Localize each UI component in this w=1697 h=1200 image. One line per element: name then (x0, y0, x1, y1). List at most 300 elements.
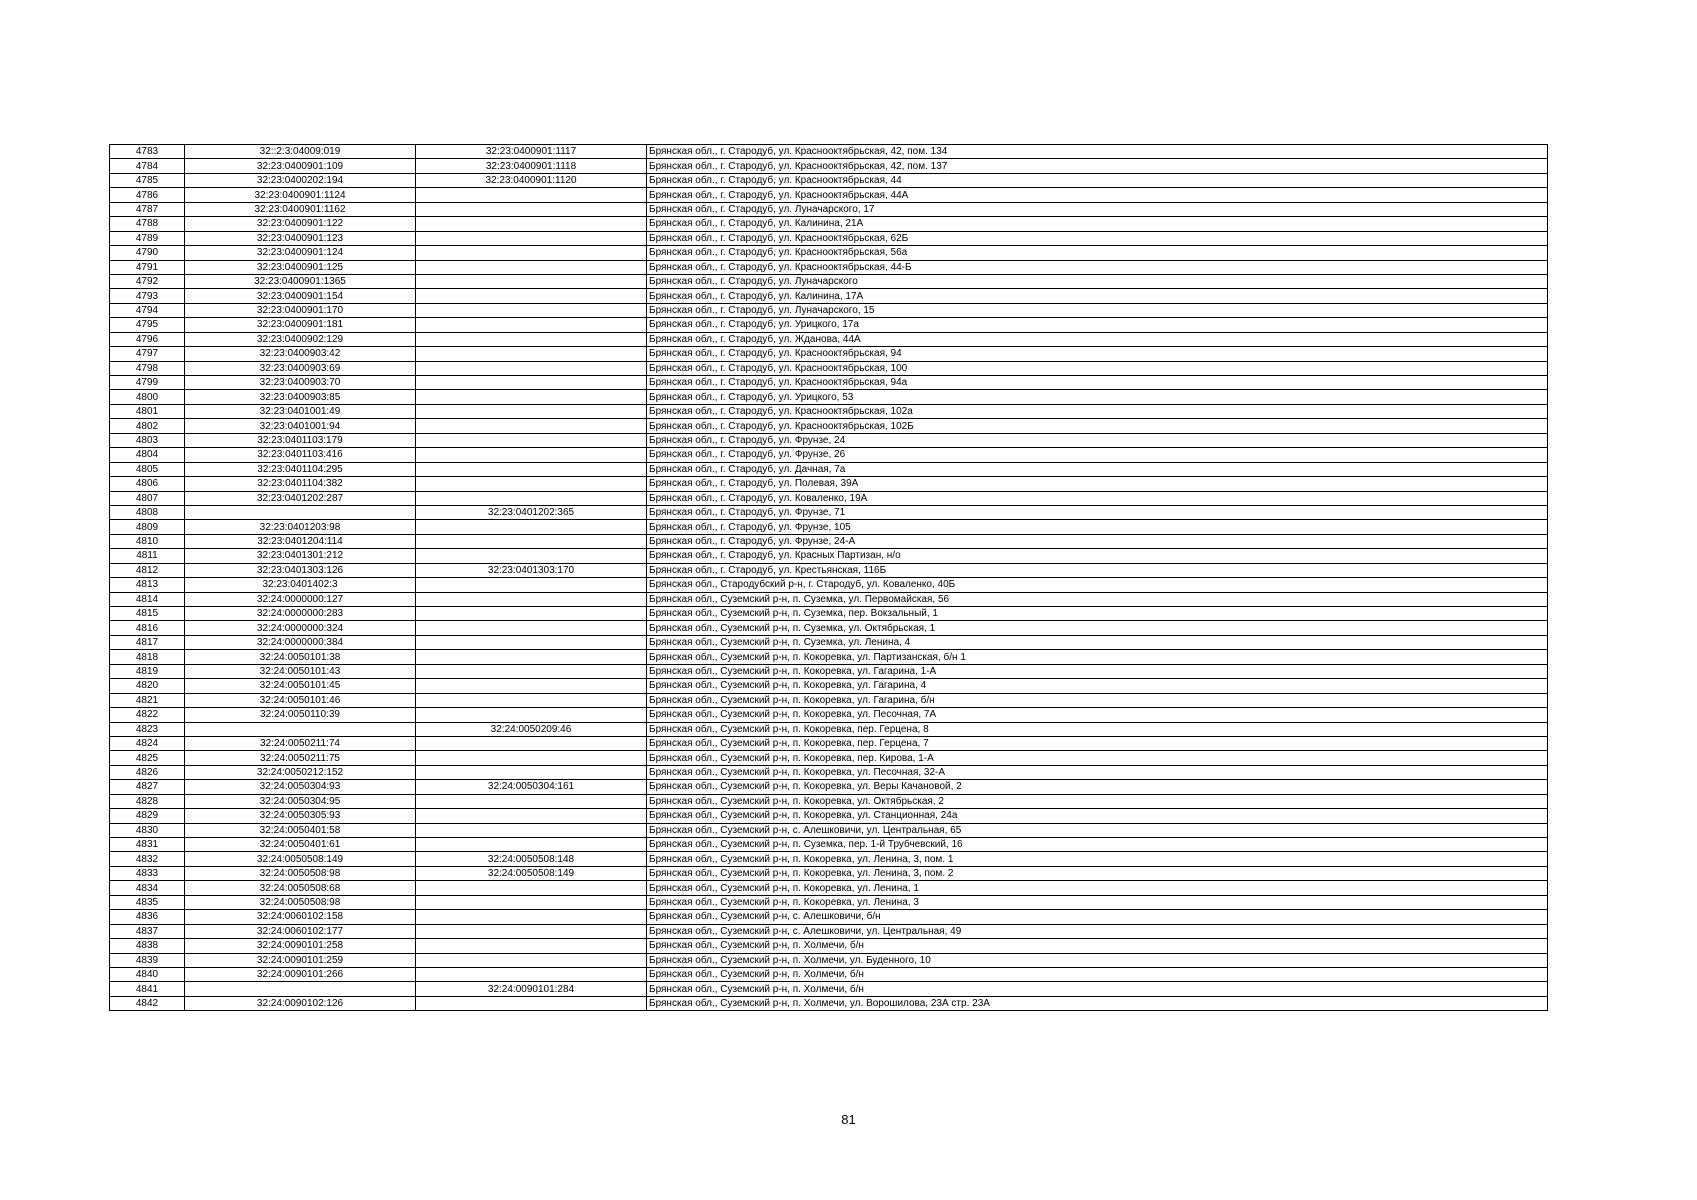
table-row (110, 274, 1548, 288)
row-number-cell: 4809 (110, 520, 185, 534)
cadastral-number-cell: 32:23:0401402:3 (185, 578, 416, 592)
related-cadastral-number-cell (416, 318, 647, 332)
cadastral-number-cell: 32:24:0050211:74 (185, 736, 416, 750)
cadastral-number-cell: 32:23:0401202:287 (185, 491, 416, 505)
cadastral-number-cell: 32:24:0090101:258 (185, 939, 416, 953)
row-number-cell: 4814 (110, 592, 185, 606)
table-row (110, 159, 1548, 173)
related-cadastral-number-cell (416, 419, 647, 433)
table-row (110, 246, 1548, 260)
related-cadastral-number-cell (416, 347, 647, 361)
address-cell: Брянская обл., г. Стародуб, ул. Луначарского (647, 274, 1548, 288)
address-cell: Брянская обл., г. Стародуб, ул. Калинина, 21А (647, 217, 1548, 231)
address-cell: Брянская обл., г. Стародуб, ул. Урицкого, 17а (647, 318, 1548, 332)
address-cell: Брянская обл., Суземский р-н, п. Холмечи, ул. Буденного, 10 (647, 953, 1548, 967)
address-cell: Брянская обл., Суземский р-н, п. Холмечи, ул. Ворошилова, 23А стр. 23А (647, 996, 1548, 1010)
related-cadastral-number-cell (416, 939, 647, 953)
table-row (110, 664, 1548, 678)
cadastral-number-cell (185, 505, 416, 519)
cadastral-number-cell: 32:24:0050508:98 (185, 866, 416, 880)
table-row (110, 852, 1548, 866)
related-cadastral-number-cell (416, 303, 647, 317)
cadastral-number-cell: 32:24:0090101:259 (185, 953, 416, 967)
related-cadastral-number-cell (416, 910, 647, 924)
address-cell: Брянская обл., г. Стародуб, ул. Краснооктябрьская, 102а (647, 404, 1548, 418)
row-number-cell: 4824 (110, 736, 185, 750)
related-cadastral-number-cell: 32:23:0400901:1117 (416, 145, 647, 159)
row-number-cell: 4793 (110, 289, 185, 303)
table-row (110, 404, 1548, 418)
table-row (110, 505, 1548, 519)
address-cell: Брянская обл., г. Стародуб, ул. Фрунзе, 24 (647, 433, 1548, 447)
address-cell: Брянская обл., Суземский р-н, п. Холмечи, б/н (647, 939, 1548, 953)
table-row (110, 722, 1548, 736)
related-cadastral-number-cell: 32:24:0050209:46 (416, 722, 647, 736)
table-row (110, 693, 1548, 707)
row-number-cell: 4792 (110, 274, 185, 288)
table-row (110, 376, 1548, 390)
cadastral-number-cell: 32:24:0050304:95 (185, 794, 416, 808)
row-number-cell: 4806 (110, 477, 185, 491)
related-cadastral-number-cell: 32:23:0400901:1118 (416, 159, 647, 173)
address-cell: Брянская обл., г. Стародуб, ул. Краснооктябрьская, 42, пом. 137 (647, 159, 1548, 173)
row-number-cell: 4804 (110, 448, 185, 462)
related-cadastral-number-cell (416, 635, 647, 649)
related-cadastral-number-cell (416, 751, 647, 765)
cadastral-number-cell: 32:24:0050101:43 (185, 664, 416, 678)
related-cadastral-number-cell: 32:24:0050508:148 (416, 852, 647, 866)
address-cell: Брянская обл., Суземский р-н, с. Алешковичи, ул. Центральная, 65 (647, 823, 1548, 837)
row-number-cell: 4831 (110, 838, 185, 852)
related-cadastral-number-cell (416, 274, 647, 288)
cadastral-number-cell: 32:24:0000000:127 (185, 592, 416, 606)
related-cadastral-number-cell (416, 477, 647, 491)
cadastral-number-cell: 32:24:0050101:45 (185, 679, 416, 693)
table-row (110, 794, 1548, 808)
related-cadastral-number-cell (416, 650, 647, 664)
related-cadastral-number-cell (416, 534, 647, 548)
related-cadastral-number-cell (416, 679, 647, 693)
row-number-cell: 4833 (110, 866, 185, 880)
address-cell: Брянская обл., Суземский р-н, п. Кокоревка, ул. Октябрьская, 2 (647, 794, 1548, 808)
related-cadastral-number-cell (416, 404, 647, 418)
row-number-cell: 4821 (110, 693, 185, 707)
row-number-cell: 4801 (110, 404, 185, 418)
address-cell: Брянская обл., г. Стародуб, ул. Коваленко, 19А (647, 491, 1548, 505)
related-cadastral-number-cell (416, 520, 647, 534)
related-cadastral-number-cell (416, 809, 647, 823)
cadastral-number-cell (185, 982, 416, 996)
related-cadastral-number-cell (416, 202, 647, 216)
cadastral-number-cell: 32:23:0400901:125 (185, 260, 416, 274)
related-cadastral-number-cell (416, 996, 647, 1010)
table-row (110, 635, 1548, 649)
table-row (110, 448, 1548, 462)
related-cadastral-number-cell (416, 390, 647, 404)
row-number-cell: 4817 (110, 635, 185, 649)
row-number-cell: 4841 (110, 982, 185, 996)
row-number-cell: 4816 (110, 621, 185, 635)
related-cadastral-number-cell (416, 448, 647, 462)
related-cadastral-number-cell (416, 188, 647, 202)
table-row (110, 881, 1548, 895)
table-row (110, 621, 1548, 635)
table-row (110, 592, 1548, 606)
row-number-cell: 4783 (110, 145, 185, 159)
address-cell: Брянская обл., Суземский р-н, п. Суземка, ул. Октябрьская, 1 (647, 621, 1548, 635)
row-number-cell: 4788 (110, 217, 185, 231)
address-cell: Брянская обл., г. Стародуб, ул. Фрунзе, 105 (647, 520, 1548, 534)
row-number-cell: 4805 (110, 462, 185, 476)
table-row (110, 809, 1548, 823)
cadastral-number-cell: 32:23:0400901:122 (185, 217, 416, 231)
row-number-cell: 4822 (110, 708, 185, 722)
row-number-cell: 4837 (110, 924, 185, 938)
row-number-cell: 4811 (110, 549, 185, 563)
table-row (110, 303, 1548, 317)
cadastral-number-cell: 32:24:0060102:177 (185, 924, 416, 938)
row-number-cell: 4825 (110, 751, 185, 765)
address-cell: Брянская обл., Суземский р-н, п. Кокоревка, ул. Гагарина, 4 (647, 679, 1548, 693)
table-row (110, 953, 1548, 967)
registry-table-body (110, 145, 1548, 1011)
address-cell: Брянская обл., г. Стародуб, ул. Фрунзе, 26 (647, 448, 1548, 462)
related-cadastral-number-cell (416, 967, 647, 981)
cadastral-number-cell: 32:23:0401204:114 (185, 534, 416, 548)
table-row (110, 419, 1548, 433)
address-cell: Брянская обл., Суземский р-н, п. Кокоревка, ул. Гагарина, б/н (647, 693, 1548, 707)
cadastral-number-cell: 32:23:0400202:194 (185, 173, 416, 187)
row-number-cell: 4834 (110, 881, 185, 895)
cadastral-number-cell: 32:23:0401203:98 (185, 520, 416, 534)
related-cadastral-number-cell: 32:23:0401303:170 (416, 563, 647, 577)
related-cadastral-number-cell (416, 578, 647, 592)
page-number: 81 (841, 1112, 856, 1127)
table-row (110, 780, 1548, 794)
address-cell: Брянская обл., Суземский р-н, с. Алешковичи, ул. Центральная, 49 (647, 924, 1548, 938)
cadastral-number-cell: 32:23:0400901:1124 (185, 188, 416, 202)
table-row (110, 231, 1548, 245)
related-cadastral-number-cell (416, 708, 647, 722)
address-cell: Брянская обл., г. Стародуб, ул. Фрунзе, 71 (647, 505, 1548, 519)
row-number-cell: 4790 (110, 246, 185, 260)
row-number-cell: 4839 (110, 953, 185, 967)
cadastral-number-cell: 32:23:0401001:49 (185, 404, 416, 418)
table-row (110, 765, 1548, 779)
cadastral-number-cell: 32:24:0090101:266 (185, 967, 416, 981)
row-number-cell: 4808 (110, 505, 185, 519)
table-row (110, 838, 1548, 852)
address-cell: Брянская обл., Суземский р-н, п. Кокоревка, пер. Герцена, 7 (647, 736, 1548, 750)
table-row (110, 823, 1548, 837)
table-row (110, 520, 1548, 534)
row-number-cell: 4819 (110, 664, 185, 678)
row-number-cell: 4799 (110, 376, 185, 390)
row-number-cell: 4840 (110, 967, 185, 981)
row-number-cell: 4835 (110, 895, 185, 909)
table-row (110, 260, 1548, 274)
cadastral-number-cell: 32:23:0400901:1365 (185, 274, 416, 288)
cadastral-number-cell: 32:24:0090102:126 (185, 996, 416, 1010)
cadastral-number-cell: 32:23:0400901:154 (185, 289, 416, 303)
table-row (110, 708, 1548, 722)
address-cell: Брянская обл., г. Стародуб, ул. Краснооктябрьская, 44 (647, 173, 1548, 187)
cadastral-number-cell: 32:23:0400901:170 (185, 303, 416, 317)
cadastral-number-cell: 32:23:0401001:94 (185, 419, 416, 433)
cadastral-number-cell: 32:23:0401303:126 (185, 563, 416, 577)
row-number-cell: 4786 (110, 188, 185, 202)
row-number-cell: 4812 (110, 563, 185, 577)
row-number-cell: 4791 (110, 260, 185, 274)
table-row (110, 477, 1548, 491)
related-cadastral-number-cell (416, 462, 647, 476)
address-cell: Брянская обл., Суземский р-н, п. Кокоревка, ул. Ленина, 3, пом. 1 (647, 852, 1548, 866)
address-cell: Брянская обл., Суземский р-н, п. Кокоревка, ул. Веры Качановой, 2 (647, 780, 1548, 794)
cadastral-number-cell: 32:23:0400901:181 (185, 318, 416, 332)
related-cadastral-number-cell (416, 794, 647, 808)
address-cell: Брянская обл., г. Стародуб, ул. Жданова, 44А (647, 332, 1548, 346)
table-row (110, 578, 1548, 592)
table-row (110, 347, 1548, 361)
address-cell: Брянская обл., г. Стародуб, ул. Луначарского, 15 (647, 303, 1548, 317)
cadastral-number-cell: 32:24:0050508:98 (185, 895, 416, 909)
cadastral-number-cell: 32:23:0401104:382 (185, 477, 416, 491)
cadastral-number-cell: 32:24:0060102:158 (185, 910, 416, 924)
related-cadastral-number-cell: 32:24:0050508:149 (416, 866, 647, 880)
address-cell: Брянская обл., Суземский р-н, п. Кокоревка, ул. Ленина, 3 (647, 895, 1548, 909)
address-cell: Брянская обл., г. Стародуб, ул. Краснооктябрьская, 44-Б (647, 260, 1548, 274)
related-cadastral-number-cell: 32:23:0400901:1120 (416, 173, 647, 187)
address-cell: Брянская обл., Суземский р-н, п. Холмечи, б/н (647, 967, 1548, 981)
related-cadastral-number-cell (416, 621, 647, 635)
address-cell: Брянская обл., г. Стародуб, ул. Дачная, 7а (647, 462, 1548, 476)
row-number-cell: 4784 (110, 159, 185, 173)
address-cell: Брянская обл., г. Стародуб, ул. Краснооктябрьская, 102Б (647, 419, 1548, 433)
table-row (110, 563, 1548, 577)
address-cell: Брянская обл., Суземский р-н, п. Кокоревка, ул. Гагарина, 1-А (647, 664, 1548, 678)
cadastral-number-cell: 32:23:0400901:123 (185, 231, 416, 245)
address-cell: Брянская обл., Стародубский р-н, г. Стародуб, ул. Коваленко, 40Б (647, 578, 1548, 592)
row-number-cell: 4796 (110, 332, 185, 346)
cadastral-number-cell: 32:24:0050305:93 (185, 809, 416, 823)
related-cadastral-number-cell: 32:24:0050304:161 (416, 780, 647, 794)
cadastral-number-cell: 32:24:0050401:61 (185, 838, 416, 852)
related-cadastral-number-cell (416, 953, 647, 967)
cadastral-number-cell: 32:23:0400903:42 (185, 347, 416, 361)
related-cadastral-number-cell (416, 260, 647, 274)
address-cell: Брянская обл., г. Стародуб, ул. Калинина, 17А (647, 289, 1548, 303)
related-cadastral-number-cell (416, 549, 647, 563)
cadastral-number-cell: 32:23:0400902:129 (185, 332, 416, 346)
address-cell: Брянская обл., Суземский р-н, п. Кокоревка, пер. Герцена, 8 (647, 722, 1548, 736)
table-row (110, 895, 1548, 909)
cadastral-number-cell: 32:24:0000000:324 (185, 621, 416, 635)
address-cell: Брянская обл., Суземский р-н, п. Кокоревка, ул. Ленина, 1 (647, 881, 1548, 895)
related-cadastral-number-cell (416, 332, 647, 346)
cadastral-number-cell: 32:23:0400901:109 (185, 159, 416, 173)
row-number-cell: 4807 (110, 491, 185, 505)
address-cell: Брянская обл., г. Стародуб, ул. Урицкого, 53 (647, 390, 1548, 404)
row-number-cell: 4838 (110, 939, 185, 953)
related-cadastral-number-cell (416, 607, 647, 621)
related-cadastral-number-cell (416, 217, 647, 231)
table-row (110, 549, 1548, 563)
row-number-cell: 4785 (110, 173, 185, 187)
table-row (110, 217, 1548, 231)
related-cadastral-number-cell (416, 231, 647, 245)
row-number-cell: 4794 (110, 303, 185, 317)
cadastral-number-cell: 32:24:0050101:38 (185, 650, 416, 664)
related-cadastral-number-cell (416, 433, 647, 447)
row-number-cell: 4789 (110, 231, 185, 245)
table-row (110, 607, 1548, 621)
table-row (110, 173, 1548, 187)
table-row (110, 982, 1548, 996)
row-number-cell: 4842 (110, 996, 185, 1010)
cadastral-number-cell: 32:23:0401103:179 (185, 433, 416, 447)
row-number-cell: 4803 (110, 433, 185, 447)
address-cell: Брянская обл., Суземский р-н, п. Суземка, ул. Ленина, 4 (647, 635, 1548, 649)
address-cell: Брянская обл., г. Стародуб, ул. Крестьянская, 116Б (647, 563, 1548, 577)
row-number-cell: 4813 (110, 578, 185, 592)
address-cell: Брянская обл., г. Стародуб, ул. Красных Партизан, н/о (647, 549, 1548, 563)
related-cadastral-number-cell: 32:24:0090101:284 (416, 982, 647, 996)
row-number-cell: 4830 (110, 823, 185, 837)
address-cell: Брянская обл., Суземский р-н, п. Суземка, пер. 1-й Трубчевский, 16 (647, 838, 1548, 852)
cadastral-number-cell: 32:23:0401103:416 (185, 448, 416, 462)
related-cadastral-number-cell (416, 881, 647, 895)
row-number-cell: 4828 (110, 794, 185, 808)
row-number-cell: 4802 (110, 419, 185, 433)
related-cadastral-number-cell (416, 693, 647, 707)
table-row (110, 361, 1548, 375)
cadastral-number-cell: 32:24:0050212:152 (185, 765, 416, 779)
row-number-cell: 4829 (110, 809, 185, 823)
related-cadastral-number-cell (416, 924, 647, 938)
related-cadastral-number-cell (416, 838, 647, 852)
cadastral-number-cell: 32:24:0000000:283 (185, 607, 416, 621)
related-cadastral-number-cell (416, 736, 647, 750)
address-cell: Брянская обл., Суземский р-н, п. Кокоревка, ул. Песочная, 32-А (647, 765, 1548, 779)
table-row (110, 924, 1548, 938)
address-cell: Брянская обл., Суземский р-н, с. Алешковичи, б/н (647, 910, 1548, 924)
table-row (110, 289, 1548, 303)
address-cell: Брянская обл., Суземский р-н, п. Кокоревка, ул. Ленина, 3, пом. 2 (647, 866, 1548, 880)
table-row (110, 433, 1548, 447)
address-cell: Брянская обл., Суземский р-н, п. Суземка, ул. Первомайская, 56 (647, 592, 1548, 606)
table-row (110, 491, 1548, 505)
table-row (110, 751, 1548, 765)
address-cell: Брянская обл., г. Стародуб, ул. Краснооктябрьская, 44А (647, 188, 1548, 202)
address-cell: Брянская обл., г. Стародуб, ул. Фрунзе, 24-А (647, 534, 1548, 548)
table-row (110, 736, 1548, 750)
row-number-cell: 4800 (110, 390, 185, 404)
cadastral-number-cell: 32:24:0000000:384 (185, 635, 416, 649)
related-cadastral-number-cell (416, 664, 647, 678)
table-row (110, 650, 1548, 664)
table-row (110, 318, 1548, 332)
row-number-cell: 4798 (110, 361, 185, 375)
registry-table (109, 144, 1548, 1011)
row-number-cell: 4795 (110, 318, 185, 332)
related-cadastral-number-cell (416, 895, 647, 909)
cadastral-number-cell: 32:24:0050101:46 (185, 693, 416, 707)
table-row (110, 332, 1548, 346)
address-cell: Брянская обл., Суземский р-н, п. Холмечи, б/н (647, 982, 1548, 996)
cadastral-number-cell: 32:24:0050110:39 (185, 708, 416, 722)
row-number-cell: 4823 (110, 722, 185, 736)
cadastral-number-cell: 32:24:0050508:68 (185, 881, 416, 895)
related-cadastral-number-cell (416, 823, 647, 837)
cadastral-number-cell: 32:23:0400903:69 (185, 361, 416, 375)
cadastral-number-cell (185, 722, 416, 736)
address-cell: Брянская обл., Суземский р-н, п. Кокоревка, ул. Партизанская, б/н 1 (647, 650, 1548, 664)
table-row (110, 939, 1548, 953)
row-number-cell: 4787 (110, 202, 185, 216)
address-cell: Брянская обл., Суземский р-н, п. Суземка, пер. Вокзальный, 1 (647, 607, 1548, 621)
cadastral-number-cell: 32:24:0050304:93 (185, 780, 416, 794)
address-cell: Брянская обл., г. Стародуб, ул. Краснооктябрьская, 94а (647, 376, 1548, 390)
row-number-cell: 4815 (110, 607, 185, 621)
address-cell: Брянская обл., Суземский р-н, п. Кокоревка, ул. Песочная, 7А (647, 708, 1548, 722)
cadastral-number-cell: 32:24:0050401:58 (185, 823, 416, 837)
row-number-cell: 4818 (110, 650, 185, 664)
address-cell: Брянская обл., Суземский р-н, п. Кокоревка, пер. Кирова, 1-А (647, 751, 1548, 765)
cadastral-number-cell: 32:23:0400903:85 (185, 390, 416, 404)
related-cadastral-number-cell (416, 246, 647, 260)
address-cell: Брянская обл., Суземский р-н, п. Кокоревка, ул. Станционная, 24а (647, 809, 1548, 823)
table-row (110, 145, 1548, 159)
row-number-cell: 4797 (110, 347, 185, 361)
cadastral-number-cell: 32:24:0050508:149 (185, 852, 416, 866)
row-number-cell: 4836 (110, 910, 185, 924)
address-cell: Брянская обл., г. Стародуб, ул. Луначарского, 17 (647, 202, 1548, 216)
table-row (110, 967, 1548, 981)
address-cell: Брянская обл., г. Стародуб, ул. Краснооктябрьская, 94 (647, 347, 1548, 361)
row-number-cell: 4820 (110, 679, 185, 693)
related-cadastral-number-cell (416, 376, 647, 390)
address-cell: Брянская обл., г. Стародуб, ул. Полевая, 39А (647, 477, 1548, 491)
cadastral-number-cell: 32:23:0400901:1162 (185, 202, 416, 216)
related-cadastral-number-cell (416, 491, 647, 505)
address-cell: Брянская обл., г. Стародуб, ул. Краснооктябрьская, 56а (647, 246, 1548, 260)
cadastral-number-cell: 32:23:0400901:124 (185, 246, 416, 260)
row-number-cell: 4827 (110, 780, 185, 794)
related-cadastral-number-cell: 32:23:0401202:365 (416, 505, 647, 519)
table-row (110, 910, 1548, 924)
row-number-cell: 4832 (110, 852, 185, 866)
table-row (110, 534, 1548, 548)
related-cadastral-number-cell (416, 765, 647, 779)
table-row (110, 462, 1548, 476)
related-cadastral-number-cell (416, 361, 647, 375)
address-cell: Брянская обл., г. Стародуб, ул. Краснооктябрьская, 100 (647, 361, 1548, 375)
table-row (110, 188, 1548, 202)
table-row (110, 390, 1548, 404)
related-cadastral-number-cell (416, 289, 647, 303)
address-cell: Брянская обл., г. Стародуб, ул. Краснооктябрьская, 42, пом. 134 (647, 145, 1548, 159)
cadastral-number-cell: 32:23:0400903:70 (185, 376, 416, 390)
row-number-cell: 4810 (110, 534, 185, 548)
address-cell: Брянская обл., г. Стародуб, ул. Краснооктябрьская, 62Б (647, 231, 1548, 245)
table-row (110, 866, 1548, 880)
table-row (110, 996, 1548, 1010)
cadastral-number-cell: 32::2:3:04009:019 (185, 145, 416, 159)
cadastral-number-cell: 32:23:0401104:295 (185, 462, 416, 476)
cadastral-number-cell: 32:24:0050211:75 (185, 751, 416, 765)
table-row (110, 679, 1548, 693)
table-row (110, 202, 1548, 216)
